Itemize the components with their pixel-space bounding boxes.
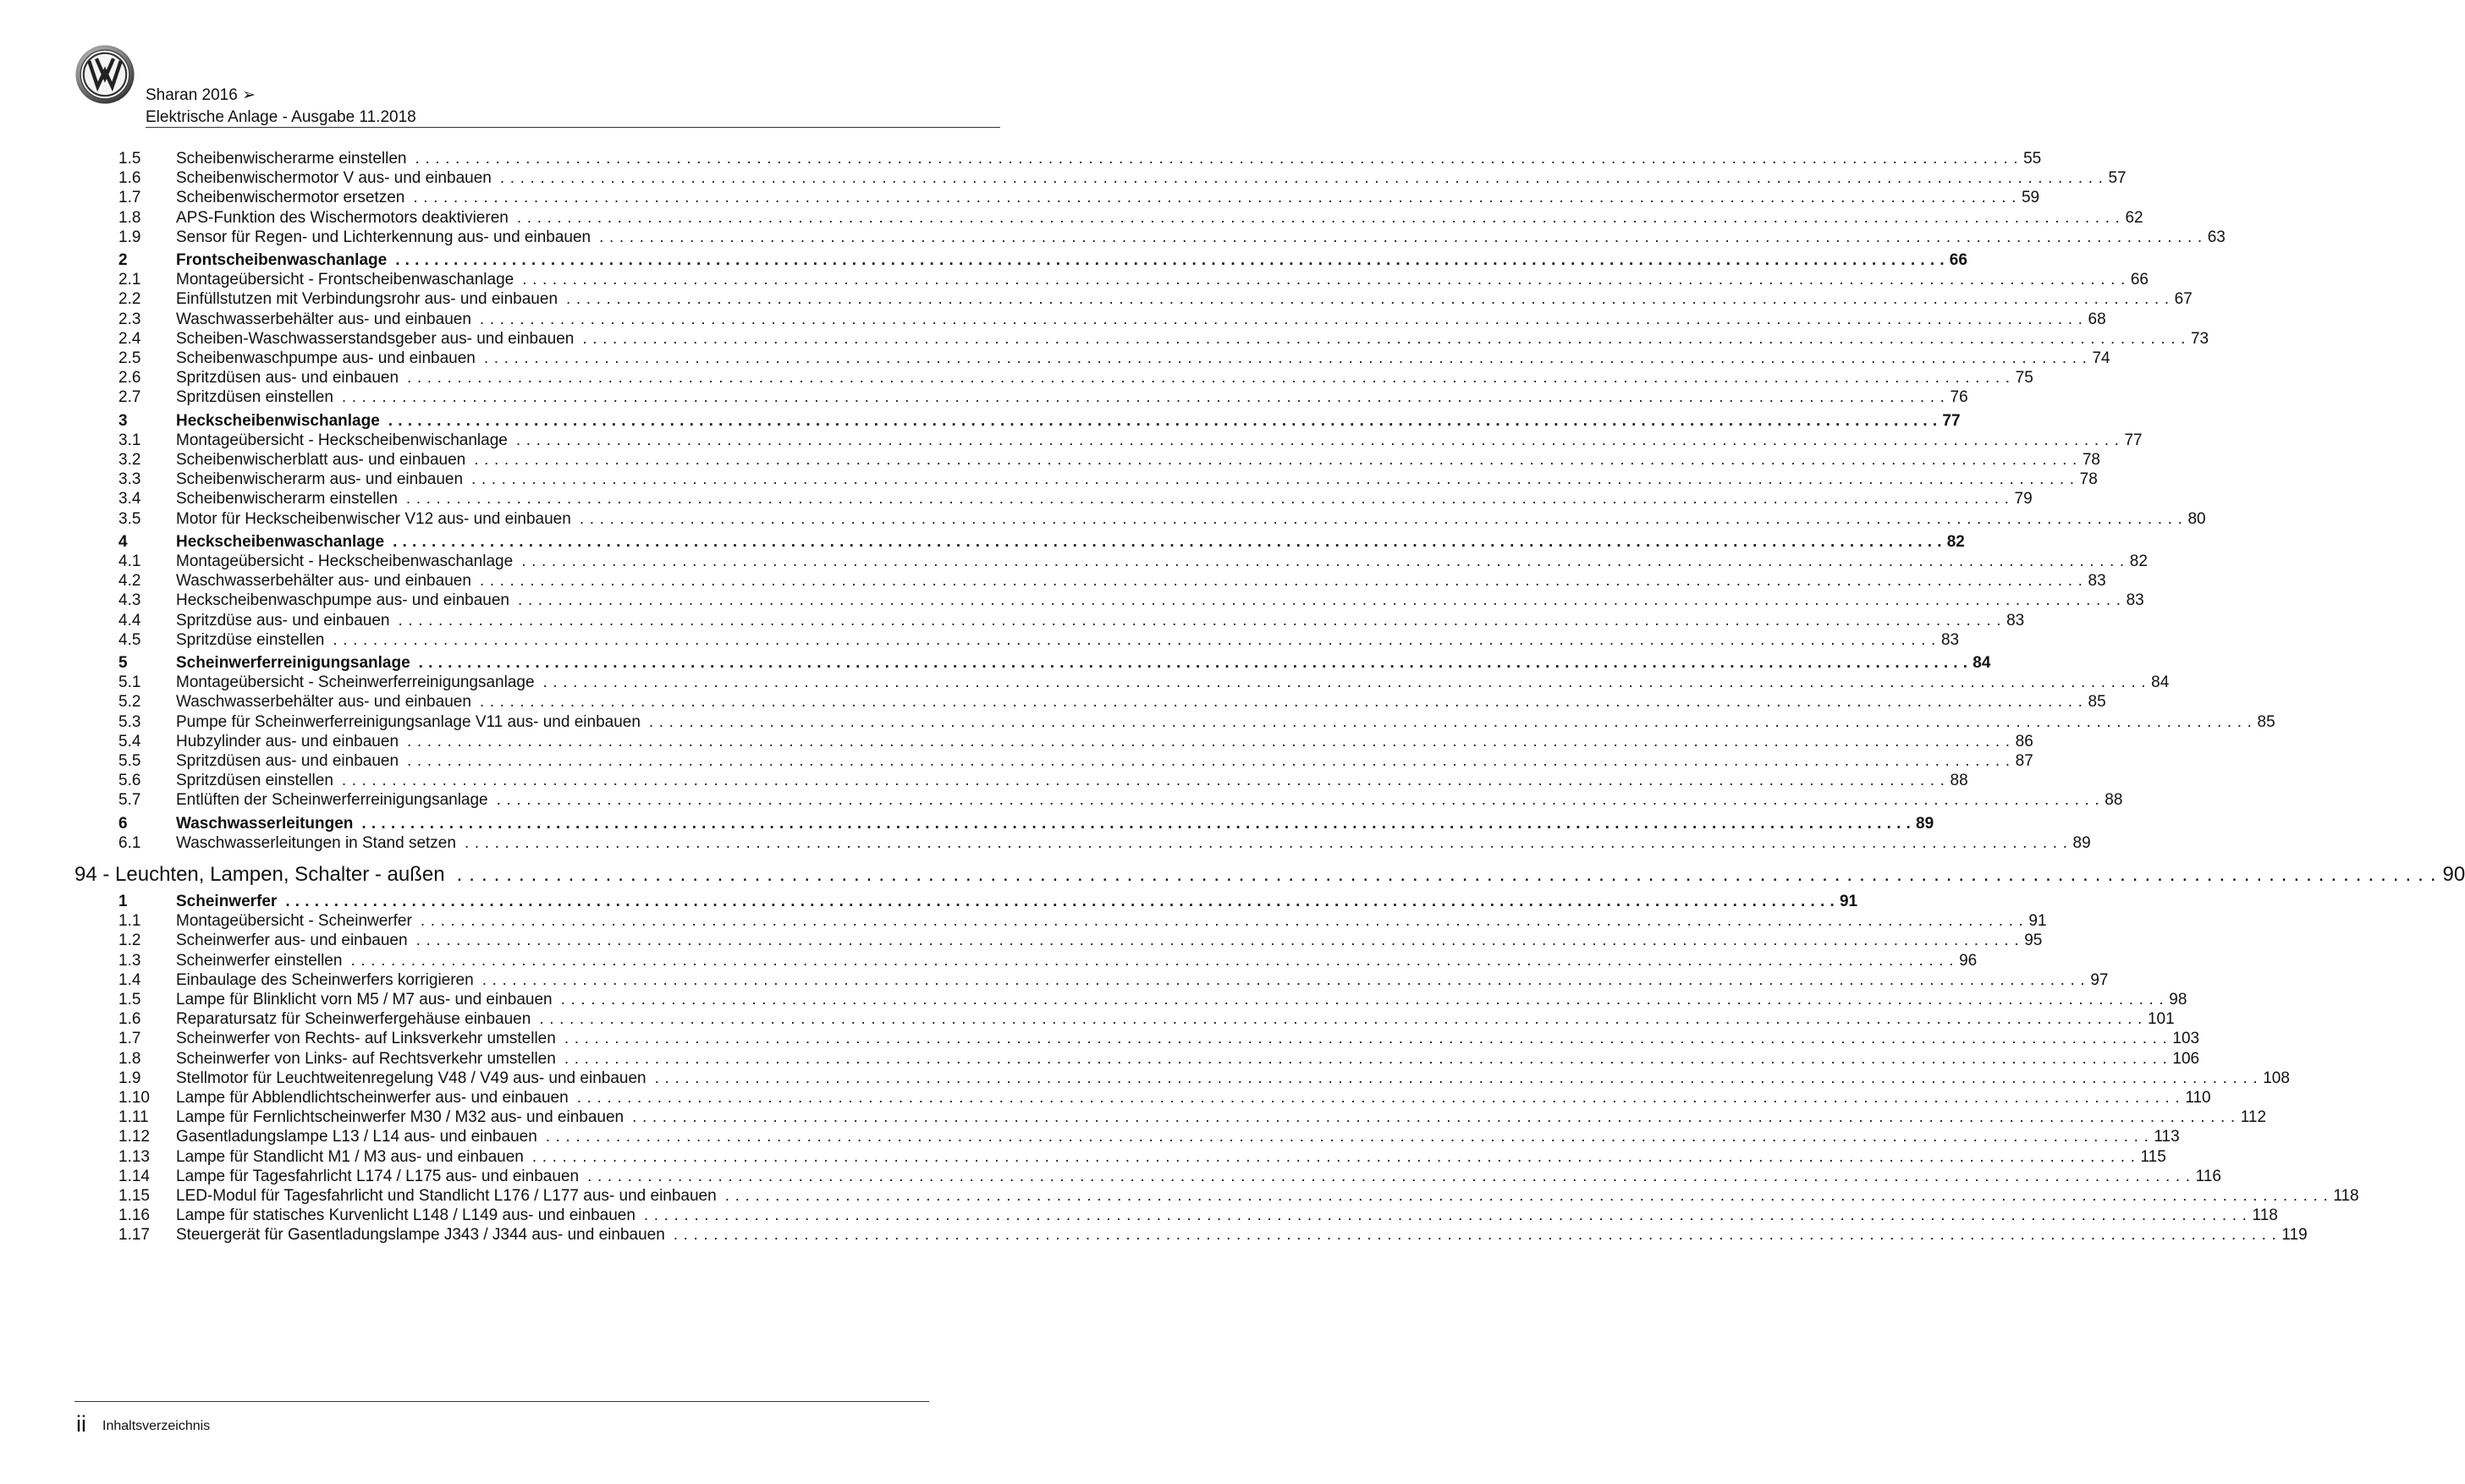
toc-entry-title: Waschwasserbehälter aus- und einbauen	[176, 693, 471, 712]
toc-entry-title: Scheinwerfer einstellen	[176, 951, 343, 970]
toc-leader-dots: ................................................................................................................................................................	[361, 814, 1917, 833]
toc-section[interactable]	[0, 531, 1965, 553]
toc-entry[interactable]	[0, 449, 2100, 471]
toc-page-number: 85	[2257, 712, 2275, 731]
toc-leader-dots: ................................................................................................................................................................	[464, 833, 2073, 852]
toc-entry-number: 5.5	[118, 752, 141, 770]
toc-page-number: 86	[2015, 732, 2033, 750]
toc-entry[interactable]	[0, 469, 2098, 491]
toc-entry[interactable]	[0, 227, 2226, 249]
toc-leader-dots: ................................................................................................................................................................	[393, 532, 1947, 551]
toc-entry[interactable]	[0, 770, 1968, 792]
toc-page-number: 78	[2079, 470, 2098, 489]
footer-label: Inhaltsverzeichnis	[102, 1419, 211, 1433]
toc-entry-number: 5.2	[118, 693, 141, 712]
page-header	[74, 44, 929, 125]
toc-page-number: 118	[2333, 1187, 2359, 1205]
toc-page-number: 66	[2130, 271, 2149, 289]
toc-page-number: 112	[2240, 1108, 2267, 1127]
toc-entry-title: Spritzdüsen einstellen	[176, 388, 333, 407]
toc-entry-title: Einfüllstutzen mit Verbindungsrohr aus- und einbauen	[176, 290, 558, 309]
toc-leader-dots: ................................................................................................................................................................	[483, 349, 2093, 367]
toc-page-number: 74	[2092, 349, 2110, 367]
toc-entry-title: Spritzdüse aus- und einbauen	[176, 611, 390, 629]
toc-section[interactable]	[0, 891, 1858, 913]
vw-logo-icon	[74, 44, 135, 105]
toc-entry-number: 4.3	[118, 591, 141, 610]
toc-page-number: 90	[2442, 863, 2465, 886]
toc-entry-title: Montageübersicht - Scheinwerferreinigungsanlage	[176, 673, 535, 692]
toc-entry[interactable]	[0, 430, 2143, 452]
toc-entry-number: 4.4	[118, 611, 141, 629]
toc-entry[interactable]	[0, 1224, 2308, 1246]
toc-page-number: 73	[2190, 329, 2209, 348]
toc-page-number: 87	[2015, 752, 2033, 770]
toc-entry-title: Gasentladungslampe L13 / L14 aus- und einbauen	[176, 1128, 537, 1146]
toc-leader-dots: ................................................................................................................................................................	[407, 732, 2016, 750]
toc-leader-dots: ................................................................................................................................................................	[407, 752, 2016, 770]
toc-entry-number: 6	[118, 814, 128, 833]
toc-entry-number: 1.5	[118, 991, 141, 1009]
toc-entry-number: 3.4	[118, 490, 141, 508]
toc-entry-title: APS-Funktion des Wischermotors deaktivieren	[176, 208, 509, 227]
toc-entry-number: 6.1	[118, 833, 141, 852]
toc-leader-dots: ................................................................................................................................................................	[517, 591, 2127, 610]
toc-entry-number: 1.9	[118, 1069, 141, 1087]
toc-entry-title: Scheibenwischerarm aus- und einbauen	[176, 470, 464, 489]
toc-entry-number: 1.12	[118, 1128, 150, 1146]
toc-page-number: 119	[2281, 1226, 2308, 1245]
toc-entry[interactable]	[0, 207, 2143, 229]
toc-page-number: 82	[2129, 552, 2148, 570]
toc-entry-number: 5.6	[118, 772, 141, 790]
toc-page-number: 89	[2072, 833, 2091, 852]
toc-entry-number: 1.2	[118, 932, 141, 950]
toc-entry-title: Spritzdüsen aus- und einbauen	[176, 369, 399, 387]
toc-leader-dots: ................................................................................................................................................................	[405, 490, 2015, 508]
header-divider	[146, 127, 1000, 128]
toc-entry-title: Waschwasserbehälter aus- und einbauen	[176, 310, 471, 328]
toc-entry[interactable]	[0, 269, 2149, 291]
toc-leader-dots: ................................................................................................................................................................	[587, 1167, 2196, 1185]
toc-leader-dots: ................................................................................................................................................................	[499, 169, 2109, 188]
toc-leader-dots: ................................................................................................................................................................	[599, 228, 2208, 246]
toc-page-number: 63	[2207, 228, 2226, 246]
toc-leader-dots: ................................................................................................................................................................	[522, 271, 2131, 289]
toc-entry-number: 1.1	[118, 912, 141, 931]
toc-entry-title: Heckscheibenwaschpumpe aus- und einbauen	[176, 591, 509, 610]
toc-entry-number: 1.3	[118, 951, 141, 970]
toc-leader-dots: ................................................................................................................................................................	[564, 1049, 2173, 1068]
toc-page-number: 103	[2172, 1030, 2200, 1048]
document-title: Sharan 2016 ➢	[146, 86, 256, 104]
toc-entry[interactable]	[0, 789, 2123, 811]
toc-entry[interactable]	[0, 289, 2193, 311]
toc-page-number: 97	[2090, 970, 2109, 989]
toc-entry[interactable]	[0, 570, 2106, 592]
toc-leader-dots: ................................................................................................................................................................	[341, 772, 1951, 790]
toc-page-number: 83	[2126, 591, 2144, 610]
toc-entry-number: 3.1	[118, 431, 141, 449]
toc-entry-title: Frontscheibenwaschanlage	[176, 251, 388, 269]
toc-entry[interactable]	[0, 1146, 2166, 1168]
toc-entry-title: Pumpe für Scheinwerferreinigungsanlage V11 aus- und einbauen	[176, 712, 641, 731]
toc-entry-title: Entlüften der Scheinwerferreinigungsanlage	[176, 791, 488, 810]
toc-entry[interactable]	[0, 712, 2275, 734]
toc-entry-number: 3.3	[118, 470, 141, 489]
toc-leader-dots: ................................................................................................................................................................	[471, 470, 2080, 489]
toc-entry-number: 2	[118, 251, 128, 269]
toc-entry-number: 1	[118, 893, 128, 910]
toc-entry[interactable]	[0, 691, 2106, 713]
toc-section[interactable]	[0, 813, 1934, 835]
toc-entry[interactable]	[0, 387, 1968, 409]
toc-page-number: 88	[2105, 791, 2123, 810]
toc-leader-dots: ................................................................................................................................................................	[531, 1147, 2141, 1166]
toc-page-number: 83	[2088, 572, 2106, 591]
toc-entry-number: 5	[118, 654, 128, 672]
toc-leader-dots: ................................................................................................................................................................	[479, 572, 2088, 591]
toc-entry[interactable]	[0, 672, 2170, 694]
toc-entry-number: 2.2	[118, 290, 141, 309]
toc-leader-dots: ................................................................................................................................................................	[582, 329, 2191, 348]
toc-entry-number: 5.7	[118, 791, 141, 810]
toc-entry[interactable]	[0, 187, 2040, 209]
toc-leader-dots: ................................................................................................................................................................	[420, 912, 2029, 931]
toc-entry-title: Spritzdüse einstellen	[176, 630, 325, 649]
toc-entry-title: Scheinwerferreinigungsanlage	[176, 654, 410, 672]
toc-entry-title: Spritzdüsen aus- und einbauen	[176, 752, 399, 770]
toc-page-number: 89	[1916, 814, 1934, 833]
toc-leader-dots: ................................................................................................................................................................	[648, 712, 2258, 731]
toc-entry-title: Stellmotor für Leuchtweitenregelung V48 / V49 aus- und einbauen	[176, 1069, 647, 1087]
toc-entry-number: 1.11	[118, 1108, 149, 1127]
toc-entry-number: 1.13	[118, 1147, 150, 1166]
toc-entry-title: Lampe für Fernlichtscheinwerfer M30 / M32 aus- und einbauen	[176, 1108, 625, 1127]
toc-page-number: 85	[2088, 693, 2106, 712]
toc-entry-number: 1.7	[118, 189, 141, 207]
toc-leader-dots: ................................................................................................................................................................	[496, 791, 2105, 810]
toc-leader-dots: ................................................................................................................................................................	[576, 1089, 2186, 1107]
toc-entry[interactable]	[0, 1185, 2359, 1207]
toc-entry[interactable]	[0, 930, 2043, 952]
toc-entry-title: Scheinwerfer von Rechts- auf Linksverkehr umstellen	[176, 1030, 556, 1048]
toc-entry[interactable]	[0, 508, 2206, 530]
toc-leader-dots: ................................................................................................................................................................	[654, 1069, 2264, 1087]
toc-page-number: 59	[2021, 189, 2040, 207]
toc-leader-dots: ................................................................................................................................................................	[285, 893, 1840, 910]
toc-entry[interactable]	[0, 1107, 2267, 1129]
toc-entry[interactable]	[0, 1087, 2211, 1109]
toc-entry[interactable]	[0, 168, 2127, 190]
footer-divider	[74, 1401, 929, 1402]
toc-entry-number: 2.6	[118, 369, 141, 387]
toc-leader-dots: ................................................................................................................................................................	[418, 654, 1973, 672]
toc-page-number: 83	[2006, 611, 2025, 629]
toc-page-number: 66	[1949, 251, 1967, 269]
toc-leader-dots: ................................................................................................................................................................	[407, 369, 2016, 387]
toc-page-number: 84	[1973, 654, 1991, 672]
toc-entry-number: 1.6	[118, 1010, 141, 1029]
toc-page-number: 110	[2185, 1089, 2211, 1107]
toc-page-number: 115	[2140, 1147, 2166, 1166]
toc-entry-title: Heckscheibenwaschanlage	[176, 532, 385, 551]
toc-entry-title: Waschwasserleitungen in Stand setzen	[176, 833, 456, 852]
toc-page-number: 113	[2154, 1128, 2180, 1146]
toc-entry-title: Montageübersicht - Heckscheibenwischanlage	[176, 431, 508, 449]
toc-page-number: 77	[2124, 431, 2143, 449]
toc-leader-dots: ................................................................................................................................................................	[539, 1010, 2148, 1029]
toc-entry-number: 1.9	[118, 228, 141, 246]
toc-page-number: 84	[2151, 673, 2170, 692]
toc-leader-dots: ................................................................................................................................................................	[395, 251, 1950, 269]
toc-page-number: 96	[1959, 951, 1978, 970]
toc-entry-number: 4.5	[118, 630, 141, 649]
toc-entry[interactable]	[0, 1048, 2200, 1070]
toc-leader-dots: ................................................................................................................................................................	[545, 1128, 2154, 1146]
toc-entry-title: Scheinwerfer von Links- auf Rechtsverkehr umstellen	[176, 1049, 556, 1068]
toc-entry-title: Lampe für statisches Kurvenlicht L148 / L149 aus- und einbauen	[176, 1206, 636, 1225]
toc-entry-title: Reparatursatz für Scheinwerfergehäuse einbauen	[176, 1010, 531, 1029]
toc-page-number: 80	[2187, 509, 2206, 528]
toc-entry-title: Waschwasserbehälter aus- und einbauen	[176, 572, 471, 591]
toc-entry-number: 1.6	[118, 169, 141, 188]
toc-page-number: 91	[2028, 912, 2047, 931]
toc-entry-title: Scheinwerfer	[176, 893, 278, 910]
toc-leader-dots: ................................................................................................................................................................	[643, 1206, 2253, 1225]
toc-chapter[interactable]	[74, 860, 2465, 889]
toc-entry-number: 2.3	[118, 310, 141, 328]
toc-page-number: 101	[2147, 1010, 2175, 1029]
toc-entry-number: 5.1	[118, 673, 141, 692]
toc-entry-number: 5.4	[118, 732, 141, 750]
toc-entry-title: Montageübersicht - Heckscheibenwaschanlage	[176, 552, 514, 570]
toc-leader-dots: ................................................................................................................................................................	[579, 509, 2188, 528]
toc-entry[interactable]	[0, 833, 2091, 855]
toc-page-number: 118	[2252, 1206, 2278, 1225]
toc-leader-dots: ................................................................................................................................................................	[413, 189, 2022, 207]
toc-entry-number: 1.15	[118, 1187, 150, 1205]
toc-entry-number: 1.17	[118, 1226, 150, 1245]
toc-page-number: 68	[2088, 310, 2106, 328]
toc-leader-dots: ................................................................................................................................................................	[388, 411, 1943, 430]
toc-entry-title: Scheinwerfer aus- und einbauen	[176, 932, 408, 950]
toc-entry-title: Spritzdüsen einstellen	[176, 772, 333, 790]
toc-leader-dots: ................................................................................................................................................................	[350, 951, 1960, 970]
toc-entry-number: 3.2	[118, 451, 141, 469]
toc-leader-dots: ................................................................................................................................................................	[456, 863, 2443, 886]
toc-page-number: 116	[2195, 1167, 2221, 1185]
toc-entry[interactable]	[0, 590, 2144, 612]
toc-page-number: 88	[1950, 772, 1968, 790]
toc-leader-dots: ................................................................................................................................................................	[724, 1187, 2334, 1205]
toc-entry[interactable]	[0, 1009, 2175, 1031]
toc-page-number: 82	[1946, 532, 1965, 551]
toc-page-number: 78	[2082, 451, 2100, 469]
toc-leader-dots: ................................................................................................................................................................	[398, 611, 2007, 629]
toc-page-number: 76	[1950, 388, 1968, 407]
toc-entry-number: 3.5	[118, 509, 141, 528]
toc-leader-dots: ................................................................................................................................................................	[564, 1030, 2173, 1048]
toc-page-number: 83	[1940, 630, 1960, 649]
toc-entry[interactable]	[0, 610, 2025, 632]
toc-entry[interactable]	[0, 309, 2106, 331]
toc-entry[interactable]	[0, 1166, 2221, 1188]
toc-section[interactable]	[0, 410, 1961, 432]
toc-page-number: 75	[2015, 369, 2033, 387]
toc-entry-number: 5.3	[118, 712, 141, 731]
toc-leader-dots: ................................................................................................................................................................	[566, 290, 2175, 309]
toc-entry-title: Sensor für Regen- und Lichterkennung aus- und einbauen	[176, 228, 591, 246]
toc-entry-title: Steuergerät für Gasentladungslampe J343 / J344 aus- und einbauen	[176, 1226, 665, 1245]
toc-entry[interactable]	[0, 970, 2109, 992]
toc-entry-number: 4	[118, 532, 128, 551]
toc-entry-title: Montageübersicht - Frontscheibenwaschanlage	[176, 271, 514, 289]
toc-entry-number: 4.1	[118, 552, 141, 570]
toc-section[interactable]	[0, 652, 1991, 674]
toc-entry[interactable]	[0, 731, 2033, 753]
toc-entry-number: 1.5	[118, 150, 141, 168]
toc-entry-title: Waschwasserleitungen	[176, 814, 354, 833]
toc-entry-title: Hubzylinder aus- und einbauen	[176, 732, 399, 750]
toc-entry-title: Einbaulage des Scheinwerfers korrigieren	[176, 970, 474, 989]
toc-entry-title: Lampe für Tagesfahrlicht L174 / L175 aus- und einbauen	[176, 1167, 580, 1185]
toc-page-number: 57	[2108, 169, 2127, 188]
toc-entry-number: 2.1	[118, 271, 141, 289]
toc-entry[interactable]	[0, 1028, 2200, 1050]
toc-entry-number: 1.8	[118, 208, 141, 227]
toc-entry[interactable]	[0, 148, 2042, 170]
toc-entry-title: Motor für Heckscheibenwischer V12 aus- und einbauen	[176, 509, 571, 528]
toc-leader-dots: ................................................................................................................................................................	[673, 1226, 2282, 1245]
toc-entry-number: 3	[118, 411, 128, 430]
toc-entry[interactable]	[0, 1068, 2290, 1090]
toc-entry-number: 1.16	[118, 1206, 150, 1225]
toc-entry[interactable]	[0, 1126, 2180, 1148]
toc-entry-title: Heckscheibenwischanlage	[176, 411, 380, 430]
toc-entry-number: 1.7	[118, 1030, 141, 1048]
toc-page-number: 91	[1839, 893, 1858, 910]
toc-entry-title: Scheibenwischermotor V aus- und einbauen	[176, 169, 492, 188]
toc-entry-title: Scheibenwischerarm einstellen	[176, 490, 398, 508]
toc-leader-dots: ................................................................................................................................................................	[560, 991, 2170, 1009]
toc-page-number: 108	[2263, 1069, 2290, 1087]
toc-entry-title: Scheiben-Waschwasserstandsgeber aus- und einbauen	[176, 329, 575, 348]
toc-entry-number: 2.7	[118, 388, 141, 407]
toc-leader-dots: ................................................................................................................................................................	[521, 552, 2130, 570]
toc-leader-dots: ................................................................................................................................................................	[479, 310, 2088, 328]
toc-entry[interactable]	[0, 910, 2047, 932]
toc-entry-number: 2.5	[118, 349, 141, 367]
toc-page-number: 55	[2023, 150, 2042, 168]
toc-page-number: 67	[2174, 290, 2193, 309]
toc-leader-dots: ................................................................................................................................................................	[542, 673, 2152, 692]
toc-entry[interactable]	[0, 1205, 2278, 1227]
toc-entry-number: 1.4	[118, 970, 141, 989]
toc-section[interactable]	[0, 250, 1967, 272]
toc-page-number: 62	[2125, 208, 2143, 227]
toc-entry-title: Montageübersicht - Scheinwerfer	[176, 912, 412, 931]
toc-leader-dots: ................................................................................................................................................................	[415, 932, 2025, 950]
toc-entry[interactable]	[0, 488, 2033, 510]
toc-leader-dots: ................................................................................................................................................................	[481, 970, 2091, 989]
toc-leader-dots: ................................................................................................................................................................	[415, 150, 2024, 168]
toc-leader-dots: ................................................................................................................................................................	[632, 1108, 2241, 1127]
toc-entry-title: LED-Modul für Tagesfahrlicht und Standlicht L176 / L177 aus- und einbauen	[176, 1187, 717, 1205]
toc-entry[interactable]	[0, 551, 2148, 573]
toc-entry-title: Lampe für Abblendlichtscheinwerfer aus- und einbauen	[176, 1089, 569, 1107]
toc-entry-number: 1.10	[118, 1089, 150, 1107]
toc-entry[interactable]	[0, 367, 2033, 389]
toc-leader-dots: ................................................................................................................................................................	[516, 208, 2126, 227]
toc-leader-dots: ................................................................................................................................................................	[341, 388, 1951, 407]
toc-page-number: 98	[2169, 991, 2187, 1009]
toc-entry-title: Lampe für Blinklicht vorn M5 / M7 aus- und einbauen	[176, 991, 553, 1009]
toc-entry[interactable]	[0, 950, 1978, 972]
toc-leader-dots: ................................................................................................................................................................	[479, 693, 2088, 712]
toc-entry[interactable]	[0, 328, 2209, 350]
toc-chapter-title: 94 - Leuchten, Lampen, Schalter - außen	[74, 863, 445, 886]
footer-page-number: ii	[76, 1411, 86, 1437]
toc-entry[interactable]	[0, 989, 2187, 1011]
toc-entry-title: Scheibenwischermotor ersetzen	[176, 189, 405, 207]
toc-entry-number: 4.2	[118, 572, 141, 591]
toc-entry-number: 1.14	[118, 1167, 150, 1185]
toc-entry-number: 2.4	[118, 329, 141, 348]
toc-leader-dots: ................................................................................................................................................................	[515, 431, 2125, 449]
toc-leader-dots: ................................................................................................................................................................	[474, 451, 2083, 469]
toc-entry-title: Lampe für Standlicht M1 / M3 aus- und einbauen	[176, 1147, 524, 1166]
toc-entry-number: 1.8	[118, 1049, 141, 1068]
toc-page-number: 77	[1942, 411, 1961, 430]
toc-entry[interactable]	[0, 750, 2033, 772]
toc-page-number: 95	[2024, 932, 2043, 950]
document-subtitle: Elektrische Anlage - Ausgabe 11.2018	[146, 108, 416, 126]
toc-entry-title: Scheibenwischerblatt aus- und einbauen	[176, 451, 466, 469]
toc-leader-dots: ................................................................................................................................................................	[333, 630, 1941, 649]
toc-entry[interactable]	[0, 348, 2110, 370]
toc-page-number: 106	[2172, 1049, 2200, 1068]
toc-entry[interactable]	[0, 629, 1960, 651]
toc-entry-title: Scheibenwaschpumpe aus- und einbauen	[176, 349, 476, 367]
toc-entry-title: Scheibenwischerarme einstellen	[176, 150, 407, 168]
toc-page-number: 79	[2014, 490, 2033, 508]
